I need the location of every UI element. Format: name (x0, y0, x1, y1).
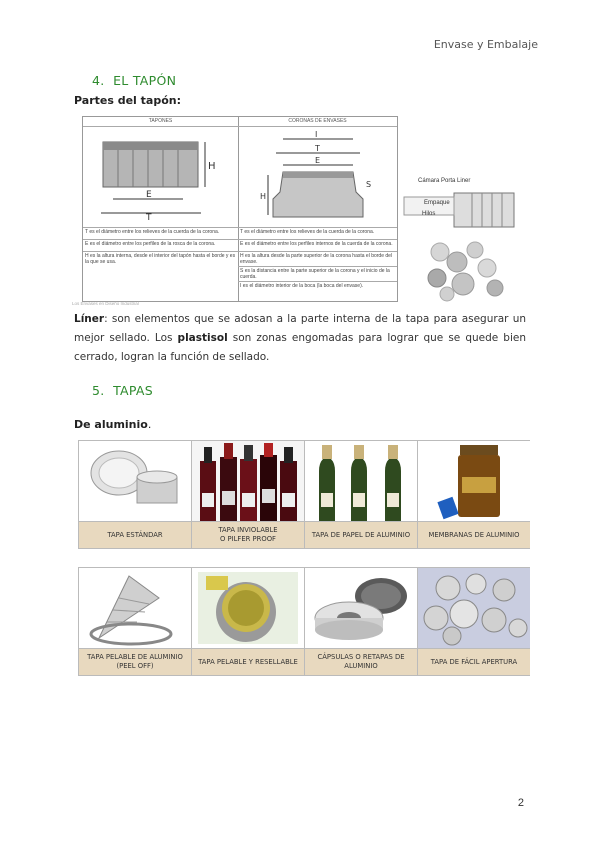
aluminum-caps-table-1 (78, 440, 530, 549)
tapones-row: E es el diámetro entre los perfiles de la rosca de la corona. (83, 240, 238, 252)
table-cell (418, 568, 530, 675)
diagram-label-t: T (146, 213, 152, 222)
table-cell-label: MEMBRANAS DE ALUMINIO (418, 521, 530, 548)
pilfer-proof-bottles-image (192, 441, 304, 521)
table-cell-label: TAPA DE FÁCIL APERTURA (418, 648, 530, 675)
foil-cap-bottles-image (305, 441, 417, 521)
table-cell-label: TAPA ESTÁNDAR (79, 521, 191, 548)
liner-diagram (402, 175, 522, 235)
section-5-heading (92, 383, 153, 398)
section-5-title: TAPAS (113, 383, 154, 398)
document-header: Envase y Embalaje (433, 38, 538, 51)
tapones-column (83, 117, 239, 301)
coronas-table (238, 227, 397, 293)
table-cell-label: TAPA PELABLE Y RESELLABLE (192, 648, 304, 675)
resealable-lid-image (192, 568, 304, 648)
section-5-number: 5. (92, 383, 105, 398)
table-cell (192, 441, 305, 548)
tapones-row: T es el diámetro entre los relieves de la cuerda de la corona. (83, 228, 238, 240)
diagram-label-e2: E (315, 156, 321, 165)
tapones-heading: TAPONES (83, 117, 238, 127)
peel-off-lid-image (79, 568, 191, 648)
diagram-label-t2: T (315, 144, 320, 153)
coronas-row: H es la altura desde la parte superior de la corona hasta el borde del envase. (238, 252, 397, 267)
liner-paragraph (74, 310, 526, 367)
table-cell (418, 441, 530, 548)
diagram-label-e: E (146, 190, 152, 200)
table-cell (305, 441, 418, 548)
table-cell (79, 441, 192, 548)
coronas-row: E es el diámetro entre los perfiles internos de la cuerda de la corona. (238, 240, 397, 252)
standard-cap-image (79, 441, 191, 521)
liner-text-1: : son elementos que se adosan a la parte interna de la tapa para asegurar un mejor sellado. Los (74, 313, 526, 344)
aluminio-subtitle: De aluminio. (74, 418, 152, 431)
diagram-label-h: H (208, 161, 216, 172)
diagram-label-s: S (366, 180, 372, 189)
section-4-title: EL TAPÓN (113, 73, 177, 88)
side-label-empaque: Empaque (424, 200, 450, 206)
tapones-row: H es la altura interna, desde el interior del tapón hasta el borde y es la que se usa. (83, 252, 238, 267)
table-cell (192, 568, 305, 675)
aluminum-capsules-image (305, 568, 417, 648)
section-4-heading (92, 73, 176, 88)
table-cell (79, 568, 192, 675)
aluminum-membrane-jar-image (418, 441, 530, 521)
plastisol-term: plastisol (177, 332, 228, 344)
crown-diagram (238, 127, 397, 222)
coronas-row: T es el diámetro entre los relieves de la cuerda de la corona. (238, 228, 397, 240)
coronas-row: S es la distancia entre la parte superior de la corona y el inicio de la cuerda. (238, 267, 397, 282)
table-cell-label: CÁPSULAS O RETAPAS DE ALUMINIO (305, 648, 417, 675)
figure-caption: Los Envases en Diseño Industrial (72, 301, 139, 306)
side-label-hilos: Hilos (422, 211, 436, 217)
diagram-label-h2: H (260, 192, 267, 201)
tapones-table (83, 227, 238, 266)
liner-discs-image (425, 240, 515, 302)
diagram-label-i: I (315, 130, 318, 139)
liner-text-2: son zonas engomadas para lograr que se quede bien cerrado, logran la función de sellado. (74, 332, 526, 363)
page-number: 2 (517, 797, 524, 809)
coronas-column (238, 117, 397, 301)
cap-diagram (83, 127, 238, 222)
easy-open-lids-image (418, 568, 530, 648)
aluminum-caps-table-2 (78, 567, 530, 676)
liner-term: Líner (74, 313, 105, 325)
parts-figure (82, 116, 398, 302)
parts-subtitle: Partes del tapón: (74, 94, 181, 107)
table-cell-label: TAPA PELABLE DE ALUMINIO (PEEL OFF) (79, 648, 191, 675)
section-4-number: 4. (92, 73, 105, 88)
coronas-heading: CORONAS DE ENVASES (238, 117, 397, 127)
side-label-camara: Cámara Porta Liner (418, 178, 471, 184)
table-cell (305, 568, 418, 675)
table-cell-label: TAPA INVIOLABLE O PILFER PROOF (192, 521, 304, 548)
coronas-row: I es el diámetro interior de la boca (la boca del envase). (238, 282, 397, 294)
table-cell-label: TAPA DE PAPEL DE ALUMINIO (305, 521, 417, 548)
